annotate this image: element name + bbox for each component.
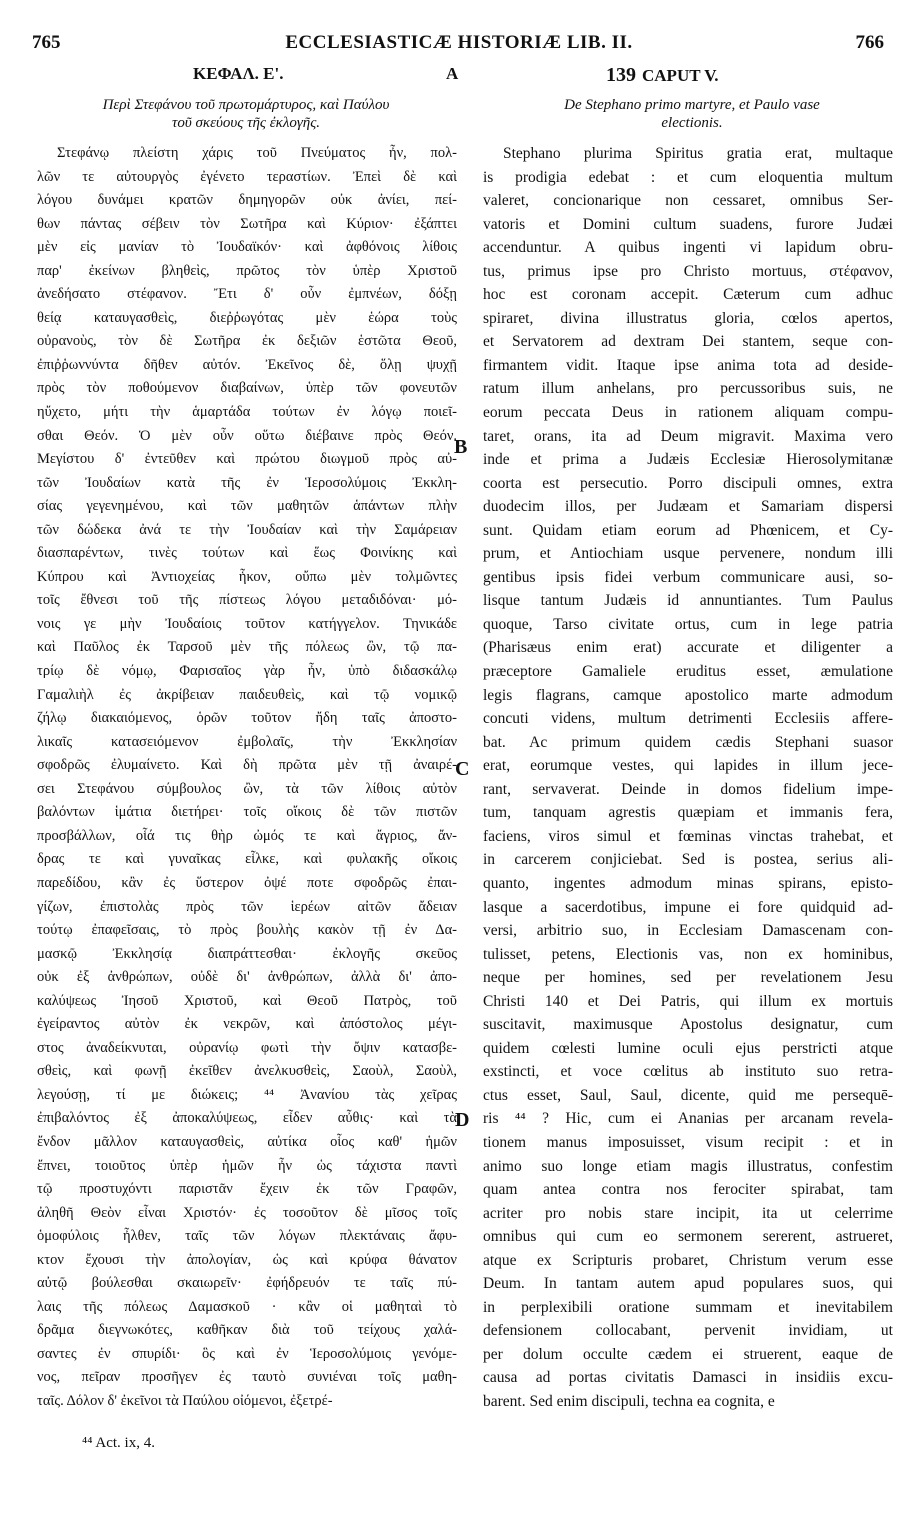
latin-chapter-heading: [606, 64, 719, 87]
greek-text-line: τούτῳ ἐπαφεῖσαις, τὸ πρὸς βουλὴς κακὸν τῇ ἐν Δα-: [37, 922, 457, 939]
latin-text-line: quoque, Tarso civitate ortus, cum in lege patria: [483, 615, 893, 633]
greek-text-line: οὐρανοὺς, τὸν δὲ Σωτῆρα ἐκ δεξιῶν ἑστῶτα Θεοῦ,: [37, 333, 457, 350]
greek-text-line: νοις γε μὴν Ἰουδαίοις τοῦτον κατήγγελον. Τηνικάδε: [37, 615, 457, 632]
greek-text-line: τοῖς ἔθνεσι τοῦ τῆς πίστεως λόγου μεταδιδόναι· μό-: [37, 592, 457, 609]
running-header: [0, 32, 918, 62]
latin-text-line: (Pharisæus enim erat) accurate et diligenter a: [483, 639, 893, 657]
latin-text-line: et Servatorem ad dextram Dei stantem, seque con-: [483, 333, 893, 351]
greek-text-line: σίας γεγενημένου, καὶ τῶν μαθητῶν ἁπάντων πλὴν: [37, 498, 457, 515]
greek-text-line: ἀληθῆ Θεὸν εἶναι Χριστόν· ἐς τοσοῦτον δὲ μῖσος τοῖς: [37, 1204, 457, 1221]
latin-text-line: eorum peccata Deus in rationem aliquam compu-: [483, 404, 893, 422]
greek-text-line: καὶ Παῦλος ἐκ Ταρσοῦ μὲν τῆς πόλεως ὢν, τῷ πα-: [37, 639, 457, 656]
latin-text-line: spiraret, divina illustratus gloria, cœlos apertos,: [483, 309, 893, 327]
latin-text-line: lasque a sacerdotibus, impune ei fore quidquid ad-: [483, 898, 893, 916]
greek-text-line: ὁμοφύλοις ἦλθεν, ταῖς τῶν λόγων πλεκτάναις ἄφυ-: [37, 1228, 457, 1245]
latin-text-line: accenduntur. A quibus ingenti vi lapidum obru-: [483, 239, 893, 257]
greek-text-line: Μεγίστου δ' ἐντεῦθεν καὶ πρώτου διωγμοῦ πρὸς αὐ-: [37, 451, 457, 468]
greek-text-line: ηὔχετο, μήτι τὴν ἁμαρτάδα τούτων ἐν λόγῳ ποιεῖ-: [37, 404, 457, 421]
latin-text-line: firmantem vidit. Itaque ipse anima tota ad deside-: [483, 356, 893, 374]
latin-text-line: per dolum occulte cædem ei struerent, eaque de: [483, 1345, 893, 1363]
latin-text-line: Deum. In tantam autem apud populares suos, qui: [483, 1275, 893, 1293]
latin-text-line: in carcerem conjiciebat. Sed is postea, serius ali-: [483, 851, 893, 869]
margin-marker-a: A: [446, 64, 459, 83]
latin-text-line: coorta est persecutio. Porro discipuli omnes, extra: [483, 474, 893, 492]
greek-text-line: μὲν εἰς μανίαν τὸ Ἰουδαϊκόν· καὶ ἀφθόνοις λίθοις: [37, 239, 457, 256]
latin-text-line: præceptore Gamaliele eruditus esset, æmulatione: [483, 663, 893, 681]
latin-text-line: inde et prima a Judæis Ecclesiæ Hierosolymitanæ: [483, 451, 893, 469]
latin-text-line: prum, et Antiochiam usque pervenere, nondum illi: [483, 545, 893, 563]
greek-text-line: παρ' ἐκείνων βληθεὶς, πρῶτος τὸν ὑπὲρ Χριστοῦ: [37, 262, 457, 279]
greek-text-line: καλύψεως Ἰησοῦ Χριστοῦ, καὶ Θεοῦ Πατρὸς, τοῦ: [37, 992, 457, 1009]
greek-text-line: στος ἀναδείκνυται, οὐρανίῳ φωτὶ τὴν ὄψιν κατασβε-: [37, 1039, 457, 1056]
greek-text-line: πρὸς τὸν ποθούμενον διαβαίνων, ὑπὲρ τῶν φονευτῶν: [37, 380, 457, 397]
greek-text-line: Γαμαλιὴλ ἐς ἀκρίβειαν παιδευθεὶς, καὶ τῷ νομικῷ: [37, 686, 457, 703]
greek-text-line: τρίῳ δὲ νόμῳ, Φαρισαῖος γὰρ ἦν, ὑπὸ διδασκάλῳ: [37, 663, 457, 680]
latin-text-line: is prodigia edebat : et cum eloquentia multum: [483, 168, 893, 186]
greek-chapter-title: [36, 96, 456, 132]
greek-text-line: κτον ἔχουσι τὴν ἀπολογίαν, ὡς καὶ κρύφα θάνατον: [37, 1251, 457, 1268]
greek-text-line: ἔπνει, τοιοῦτος ὑπὲρ ἡμῶν ἦν ὡς τάχιστα παντὶ: [37, 1157, 457, 1174]
greek-text-line: θείᾳ καταυγασθεὶς, διεῤῥωγότας μὲν ἑώρα τοὺς: [37, 309, 457, 326]
latin-text-line: hoc est coronam accepit. Cæterum cum adhuc: [483, 286, 893, 304]
latin-text-line: taret, orans, ita ad Deum migravit. Maxima vero: [483, 427, 893, 445]
latin-text-line: ratum illum anhelans, pro percussoribus suis, ne: [483, 380, 893, 398]
latin-text-line: quam antea contra nos ferociter spirabat, tam: [483, 1181, 893, 1199]
latin-chapter-title: [482, 96, 902, 132]
margin-marker-b: B: [454, 436, 468, 458]
greek-text-line: σθαι Θεόν. Ὁ μὲν οὖν οὕτω διέβαινε πρὸς Θεόν.: [37, 427, 457, 444]
margin-marker-d: D: [455, 1109, 470, 1131]
greek-text-line: λικαῖς κατασειόμενον ἐμβολαῖς, τὴν Ἐκκλησίαν: [37, 733, 457, 750]
latin-text-line: barent. Sed enim discipuli, techna ea cognita, e: [483, 1392, 775, 1410]
greek-text-line: σθεὶς, καὶ φωνῇ ἐκεῖθεν ἀνελκυσθεὶς, Σαοὺλ, Σαοὺλ,: [37, 1063, 457, 1080]
greek-text-line: δρας τε καὶ γυναῖκας εἷλκε, καὶ φυλακῆς οἴκοις: [37, 851, 457, 868]
greek-text-line: γίζων, ἐπιστολὰς πρὸς τῶν ἱερέων αἰτῶν ἄδειαν: [37, 898, 457, 915]
greek-text-line: σει Στεφάνου σύμβουλος ὢν, τὰ τῶν λίθοις αὐτὸν: [37, 780, 457, 797]
latin-text-line: ctus esset, Saul, Saul, dicente, quid me persequē-: [483, 1086, 893, 1104]
footnote: ⁴⁴ Act. ix, 4.: [82, 1435, 155, 1451]
latin-text-line: causa ad portas civitatis Damasci in insidiis excu-: [483, 1369, 893, 1387]
greek-text-line: τῷ προστυχόντι παριστᾶν ἔχειν ἐκ τῶν Γραφῶν,: [37, 1181, 457, 1198]
greek-text-line: ἐπιῤῥωννύντα δῆθεν αὐτόν. Ἐκεῖνος δὲ, ὅλῃ ψυχῇ: [37, 356, 457, 373]
running-title: ECCLESIASTICÆ HISTORIÆ LIB. II.: [285, 32, 633, 53]
greek-text-line: οὐκ ἐξ ἀνθρώπων, οὐδὲ δι' ἀνθρώπων, ἀλλὰ δι' ἀπο-: [37, 969, 457, 986]
greek-text-line: θων πάντας σέβειν τὸν Σωτῆρα καὶ Κύριον· ἐξάπτει: [37, 215, 457, 232]
greek-chapter-label: ΚΕΦΑΛ. Ε'.: [193, 64, 284, 83]
latin-text-line: acriter pro nobis stare incipit, ita ut celerrime: [483, 1204, 893, 1222]
greek-text-line: σφοδρῶς ἐλυμαίνετο. Καὶ δὴ πρῶτα μὲν τῇ ἀναιρέ-: [37, 757, 457, 774]
latin-text-line: lisque tantum Judæis id annuntiantes. Tum Paulus: [483, 592, 893, 610]
greek-text-line: μασκῷ Ἐκκλησίᾳ διαπράττεσθαι· ἐκλογῆς σκεῦος: [37, 945, 457, 962]
latin-text-line: erat, eorumque vestes, qui lapides in illum jece-: [483, 757, 893, 775]
greek-text-line: Κύπρου καὶ Ἀντιοχείας ἧκον, οὔπω μὲν τολμῶντες: [37, 568, 457, 585]
latin-text-column: [483, 142, 893, 1414]
greek-text-line: ταῖς. Δόλον δ' ἐκεῖνοι τὰ Παύλου οἰόμενοι, ἐξετρέ-: [37, 1392, 333, 1409]
greek-text-line: ἐπιβαλόντος ἐξ ἀποκαλύψεως, εἶδεν αὖθις· καὶ τὰ: [37, 1110, 457, 1127]
greek-text-line: διασπαρέντων, τινὲς τούτων καὶ ἕως Φοινίκης καὶ: [37, 545, 457, 562]
greek-text-line: λόγου δυνάμει κρατῶν δημηγορῶν οὐκ ἀνίει, πεί-: [37, 192, 457, 209]
latin-text-line: rant, servaverat. Deinde in domos fidelium impe-: [483, 780, 893, 798]
greek-text-line: ἀνεδήσατο στέφανον. Ἔτι δ' οὖν ἐμπνέων, δόξῃ: [37, 286, 457, 303]
latin-text-line: in perplexibili oratione summam et inevitabilem: [483, 1298, 893, 1316]
latin-text-line: gentibus ipsis fidei verbum communicare ausi, so-: [483, 568, 893, 586]
greek-text-line: προσβάλλων, οἷά τις θὴρ ὠμός τε καὶ ἄγριος, ἄν-: [37, 827, 457, 844]
latin-title-line: electionis.: [661, 115, 723, 131]
greek-text-line: ἐγείραντος αὐτὸν ἐκ νεκρῶν, καὶ ἀπόστολος μέγι-: [37, 1016, 457, 1033]
latin-text-line: tulisset, petens, Electionis vas, non ex hominibus,: [483, 945, 893, 963]
latin-text-line: faciens, viros simul et fœminas vinctas trahebat, et: [483, 827, 893, 845]
latin-text-line: vatoris et Domini cultum suadens, furore Judæi: [483, 215, 893, 233]
latin-text-line: duodecim illos, per Judæam et Samariam dispersi: [483, 498, 893, 516]
latin-text-line: tionem manus imposuisset, visum recipit : et in: [483, 1133, 893, 1151]
latin-text-line: legis flagrans, camque apostolico marte admodum: [483, 686, 893, 704]
page-number-right: 766: [855, 32, 884, 53]
migne-column-number: 139: [606, 64, 636, 86]
greek-text-line: λεγούσῃ, τί με διώκεις; ⁴⁴ Ἀνανίου τὰς χεῖρας: [37, 1086, 457, 1103]
latin-title-line: De Stephano primo martyre, et Paulo vase: [564, 97, 820, 113]
latin-text-line: versi, arbitrio suo, in Ecclesiam Damascenam con-: [483, 922, 893, 940]
latin-text-line: concuti videns, multum detrimenti Ecclesiis affere-: [483, 710, 893, 728]
latin-text-line: animo suo longe etiam magis illustratus, confestim: [483, 1157, 893, 1175]
latin-text-line: omnibus qui cum eo sermonem sererent, astrueret,: [483, 1228, 893, 1246]
latin-text-line: exstincti, et voce cœlitus ab instituto suo retra-: [483, 1063, 893, 1081]
latin-text-line: sunt. Quidam etiam eorum ad Phœnicem, et Cy-: [483, 521, 893, 539]
greek-text-line: αὐτῷ βούλεσθαι σκαιωρεῖν· ἐφήδρευόν τε ταῖς πύ-: [37, 1275, 457, 1292]
greek-text-line: δρᾶμα διεγνωκότες, καθῆκαν διὰ τοῦ τείχους χαλά-: [37, 1322, 457, 1339]
latin-text-line: tus, primus ipse pro Christo mortuus, στέφανον,: [483, 262, 893, 280]
latin-text-line: valeret, concionarique non cessaret, omnibus Ser-: [483, 192, 893, 210]
greek-text-line: σαντες ἐν σπυρίδι· ὃς καὶ ἐν Ἱεροσολύμοις γενόμε-: [37, 1345, 457, 1362]
latin-text-line: bat. Ac primum quidem cædis Stephani suasor: [483, 733, 893, 751]
latin-text-line: ris ⁴⁴ ? Hic, cum ei Ananias per arcanam revela-: [483, 1110, 893, 1128]
greek-title-line: Περὶ Στεφάνου τοῦ πρωτομάρτυρος, καὶ Παύλου: [102, 97, 390, 113]
latin-text-line: Stephano plurima Spiritus gratia erat, multaque: [503, 145, 893, 162]
greek-text-line: τῶν δώδεκα ἀνά τε τὴν Ἰουδαίαν καὶ τὴν Σαμάρειαν: [37, 521, 457, 538]
greek-text-line: βαλόντων ἱμάτια διετήρει· τοῖς οἴκοις δὲ τῶν πιστῶν: [37, 804, 457, 821]
latin-text-line: tum, tanquam agrestis quæpiam et immanis fera,: [483, 804, 893, 822]
greek-text-line: Στεφάνῳ πλείστη χάρις τοῦ Πνεύματος ἦν, πολ-: [57, 145, 457, 161]
greek-text-line: νος, πεῖραν προσῆγεν ἐς ταυτὸ συνιέναι τοῖς μαθη-: [37, 1369, 457, 1386]
greek-text-line: παρεδίδου, κἂν ἐς ὕστερον ὀψέ ποτε σφοδρῶς ἐπαι-: [37, 874, 457, 891]
page-number-left: 765: [32, 32, 61, 53]
greek-title-line: τοῦ σκεύους τῆς ἐκλογῆς.: [171, 115, 321, 131]
greek-text-line: τῶν Ἰουδαίων κατὰ τῆς ἐν Ἱεροσολύμοις Ἐκκλη-: [37, 474, 457, 491]
latin-text-line: quidem cœlesti lumine oculi ejus perstricti atque: [483, 1039, 893, 1057]
latin-chapter-label: CAPUT V.: [642, 66, 719, 85]
greek-text-line: ζήλῳ διακαιόμενος, ὁρῶν τοῦτον ἤδη ταῖς ἀποστο-: [37, 710, 457, 727]
margin-marker-c: C: [455, 758, 470, 780]
greek-text-line: λῶν τε αὐτουργὸς ἐγένετο τεραστίων. Ἐπεὶ δὲ καὶ: [37, 168, 457, 185]
latin-text-line: Christi 140 et Dei Patris, qui illum ex mortuis: [483, 992, 893, 1010]
latin-text-line: neque per homines, sed per revelationem Jesu: [483, 969, 893, 987]
greek-text-column: [37, 142, 457, 1414]
latin-text-line: atque ex Scripturis probaret, Christum verum esse: [483, 1251, 893, 1269]
latin-text-line: defensionem collocabant, pervenit invidiam, ut: [483, 1322, 893, 1340]
greek-text-line: λαις τῆς πόλεως Δαμασκοῦ · κἂν οἱ μαθηταὶ τὸ: [37, 1298, 457, 1315]
latin-text-line: suscitavit, maximusque Apostolus designatur, cum: [483, 1016, 893, 1034]
latin-text-line: quanto, ingentes admodum minas spirans, episto-: [483, 874, 893, 892]
greek-text-line: ἔνδον μᾶλλον καταυγασθεὶς, αὐτίκα οἷος καθ' ἡμῶν: [37, 1133, 457, 1150]
